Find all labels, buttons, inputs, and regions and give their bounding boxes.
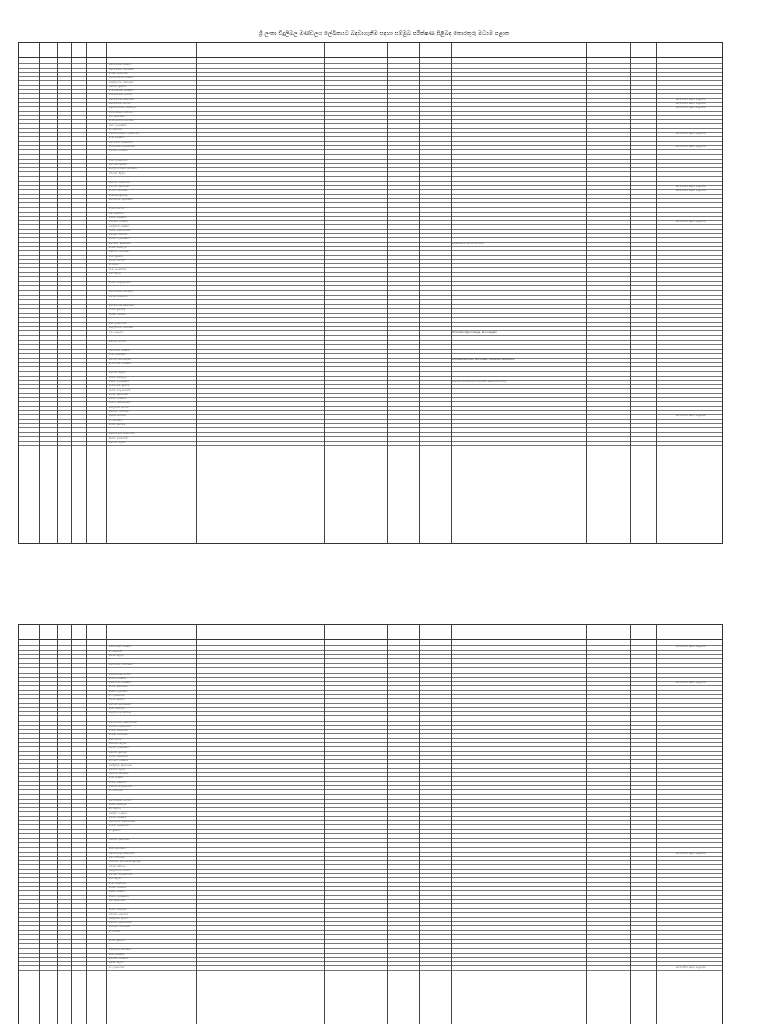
candidate-name: එච්.එම්.ආර්. කුමාරසිංහ [109,67,135,71]
candidate-name: එස්.එම්.ඩී. සමරසිංහ [109,948,132,952]
candidate-name: එම්. පෙරේරා [109,330,124,334]
candidate-name: ජී.එම්. ජයතිලක [109,802,127,806]
candidate-name: එච්.එම්. සමරකෝන් [109,357,131,361]
column-divider [419,43,420,543]
candidate-name: කේ. දිසානායක [109,898,126,902]
candidate-name: එච්.එම්.එම්. හේරත් [109,102,131,105]
candidate-name: ජේ.එම්. හේරත් [109,339,127,343]
table-page-2 [18,624,723,1024]
column-divider [106,625,107,1024]
candidate-name: ඩබ්ලිව්.ඩී. හේරත් [109,405,129,409]
candidate-name: එස්.එම්. ප්‍රියන්ත [109,84,127,88]
candidate-name: ඩබ්ලිව්.එම්. පතිරණ [109,711,132,715]
column-divider [324,43,325,543]
status-cell: සහභාගීවීම සඳහා කැඳවන්න [675,645,707,649]
candidate-name: ජේ.එම්. ප්‍රනාන්දු [109,750,127,754]
status-cell: සහභාගීවීම සඳහා කැඳවන්න [675,414,707,418]
candidate-name: බී.එම්.ඩී. සමරකෝන් ප්‍රනාන්දු [109,860,141,864]
candidate-name: ඩී.එම්. බණ්ඩාර [109,886,127,889]
remark-cell: St.Cambridge College, Kurunegala [452,330,497,334]
candidate-name: බී. ගුණවර්ධන [109,965,125,969]
candidate-name: ආර්.එම්.ඩී. සේනානායක [109,820,136,824]
status-cell: සහභාගීවීම සඳහා කැඳවන්න [675,106,707,110]
remark-cell: අපේක්ෂකයා පැමිණ නොමැත [452,241,485,245]
status-cell: සහභාගීවීම සඳහා කැඳවන්න [675,965,707,969]
candidate-name: ඒ.ඩී. ජයසිංහ [109,776,124,780]
candidate-name: ඒ. සමරසිංහ [109,418,123,422]
candidate-name: එම්.එම්. සිල්වා [109,171,126,175]
status-cell: සහභාගීවීම සඳහා කැඳවන්න [675,851,707,855]
candidate-name: කේ. සමරකෝන් [109,162,127,166]
candidate-name: ඒ. ගුණවර්ධන [109,694,125,697]
candidate-name: ඒ. පෙරේරා [109,649,122,653]
candidate-name: එච්.එම්. සේනානායක [109,921,133,925]
column-divider [57,625,58,1024]
candidate-name: ඩී.එස්. රත්නායක [109,733,128,737]
row-divider [19,445,722,446]
candidate-name: කේ.එම්.එස්. දිසානායක [109,97,135,101]
candidate-name: එච්.එම්. කුමාර [109,767,126,771]
column-divider [451,43,452,543]
candidate-name: ඒ.බී. විජේරත්න [109,267,127,271]
candidate-name: ජී.එම්.එස්. කරුණාරත්න [109,145,136,148]
candidate-name: එම්.ඩී. පතිරණ [109,864,126,868]
candidate-name: ජී.ඩී. ජයතිලක [109,706,125,710]
candidate-name: ඒ.එම්. ගුණවර්ධන [109,824,130,828]
candidate-name: පී.එම්. ගුණසේකර [109,894,129,898]
candidate-name: ඩබ්ලිව්.එම්. රත්නායක [109,80,134,84]
candidate-name: ඒ.එම්. ප්‍රනාන්දු [109,308,126,312]
candidate-name: ඩබ්ලිව්.ඒ. ජයසිංහ [109,224,130,228]
column-divider [656,625,657,1024]
header-row-divider [19,57,722,58]
candidate-name: ඩී.එම්.එස්. විජේසිංහ [109,362,132,365]
candidate-name: පී.එම්. ජයතිලක [109,375,127,379]
candidate-name: එස්.එම්. කරුණාරත්න [109,785,133,788]
candidate-name: බී.එම්. කරුණාරත්න [109,388,131,392]
status-cell: සහභාගීවීම සඳහා කැඳවන්න [675,220,707,224]
candidate-name: ඒ.එම්.කේ. ප්‍රියන්ත [109,384,130,388]
candidate-name: ජේ.එම්.එන්.ඩී. ජයතිලක [109,106,136,110]
candidate-name: එස්.එම්.ඩී. විජේසිංහ [109,681,132,685]
candidate-name: එස්.ඩී. ගුණසේකර [109,379,130,383]
table-row [19,966,722,970]
status-cell: සහභාගීවීම සඳහා කැඳවන්න [675,132,707,136]
status-cell: සහභාගීවීම සඳහා කැඳවන්න [675,681,707,685]
candidate-name: කේ.ඒ. බණ්ඩාර [109,397,127,401]
status-cell: සහභාගීවීම සඳහා කැඳවන්න [675,145,707,148]
candidate-name: කේ.එම්. බණ්ඩාර [109,956,129,960]
candidate-name: ඩී.එම්. බණ්ඩාර [109,676,127,680]
candidate-name: එස්.එම්.ඩබ්ලිව්. ගුණවර්ධන [109,132,140,136]
candidate-name: ජී.ඒ. ප්‍රියන්ත [109,254,123,258]
status-cell: සහභාගීවීම සඳහා කැඳවන්න [675,102,707,105]
candidate-name: එස්. හේරත් [109,737,122,741]
candidate-name: ආර්.එම්.එස්. දිසානායක [109,304,135,307]
candidate-name: එච්.ඩී. සිල්වා [109,653,124,657]
candidate-name: ඩී. ප්‍රියන්ත [109,828,121,832]
candidate-name: ජී.එම්. සේනානායක [109,401,131,405]
column-divider [106,43,107,543]
candidate-name: කේ.ජී.ඩී. දිසානායක [109,241,131,245]
candidate-name: ඒ.ඩී. කුමාරසිංහ [109,353,127,357]
status-cell: සහභාගීවීම සඳහා කැඳවන්න [675,189,707,193]
candidate-name: ආර්.එම්. සිල්වා [109,371,126,375]
candidate-name: බී.එම්. විජේරත්න [109,754,129,758]
table-row [19,441,722,445]
candidate-name: ජී.එම්. ජයතිලක [109,908,127,912]
candidate-name: එස්. ගුණවර්ධන [109,321,127,325]
column-divider [630,625,631,1024]
candidate-name: බී.ආර්. කුමාරසිංහ [109,689,129,693]
column-divider [656,43,657,543]
column-divider [71,43,72,543]
candidate-name: එච්.එම්.ආර්. සමරසිංහ [109,290,134,294]
candidate-name: ඩබ්ලිව්.එම්. රත්නායක [109,326,134,330]
candidate-name: එස්.ඩී. විජේසිංහ [109,215,127,219]
candidate-name: කේ.එම්.ඩී. ජයසිංහ [109,349,130,353]
candidate-name: ඩී. පෙරේරා [109,127,122,131]
status-cell: සහභාගීවීම සඳහා කැඳවන්න [675,185,707,189]
candidate-name: බී.එස්. බණ්ඩාර [109,312,127,316]
candidate-name: ආර්.එම්.එස්. හේරත් [109,672,131,676]
candidate-name: ජේ. රත්නායක [109,855,125,859]
candidate-name: කේ.එම්.ආර්. හේරත් [109,798,132,802]
candidate-name: ජේ.එම්.ආර්. ජයසිංහ [109,645,132,649]
candidate-name: ඩී.එම්. රත්නායක [109,189,128,193]
candidate-name: ඒ.එම්. හේරත් [109,207,125,211]
candidate-name: එච්.එම්. රත්නායක [109,410,130,413]
candidate-name: කේ.එම්.ඩී. රත්නායක [109,663,133,667]
candidate-name: එච්.ඩී. විජේසිංහ [109,815,127,819]
candidate-name: ඩබ්ලිව්.එම්. හේරත් [109,868,131,872]
candidate-name: එච්.එම්. බණ්ඩාර [109,149,128,153]
candidate-name: ඒ. හේරත් [109,929,121,933]
candidate-name: එච්.එම්.කේ. සේනානායක [109,720,137,724]
remark-cell: WICKRAMASHILA NATIONAL COLLEGE GAMPOLA [452,357,515,361]
candidate-name: ඩබ්ලිව්.එම්.ආර්. සමරසිංහ [109,167,138,171]
candidate-name: කේ.එම්. කුමාර [109,440,126,444]
candidate-name: ආර්. සිල්වා [109,877,122,881]
candidate-name: එම්.ඩී. ප්‍රියන්ත [109,698,125,702]
column-divider [586,43,587,543]
column-divider [39,625,40,1024]
candidate-name: කේ.එම්.ඒ. විජේරත්න [109,140,133,144]
column-divider [419,625,420,1024]
candidate-name: එස්.එම්. දිසානායක [109,838,130,841]
candidate-name: කේ.ඩී. ජයවර්ධන [109,294,129,298]
column-divider [324,625,325,1024]
candidate-name: බී.එම්.ඩී.කේ. හේරත් [109,93,132,97]
candidate-name: ඩී.එම්. ප්‍රනාන්දු [109,422,125,426]
candidate-name: එච්.කේ. කරුණාරත්න [109,873,133,877]
candidate-name: කේ.එම්.ඩී. කුමාරසිංහ [109,198,133,201]
candidate-name: ඩී.එම්.ආර්.ඩී. සමරසිංහ [109,119,135,123]
candidate-name: පී.ඩී. විජේසිංහ [109,952,126,956]
header-row-divider [19,639,722,640]
candidate-name: එම්.එම්. පෙරේරා [109,912,128,916]
candidate-name: ආර්.කේ. රත්නායක [109,925,130,929]
candidate-name: ඩී.එම්. කරුණාරත්න [109,281,131,285]
candidate-name: ආර්. ගුණසේකර [109,123,127,127]
candidate-name: ඒ.ජී. විජේසිංහ [109,136,126,140]
candidate-name: එන්. සිල්වා [109,271,122,275]
candidate-name: කේ.එම්. සමරකෝන් [109,702,132,706]
remark-cell: ජාත්‍යන්තර සම්බන්ධතා අධ්‍යයන දෙපාර්තමේන්තුව [452,379,507,383]
candidate-name: පී.ඩී. කුමාරසිංහ [109,847,127,851]
candidate-name: කේ.ඩී. ගුණසේකර [109,746,130,750]
row-divider [19,970,722,971]
column-divider [39,43,40,543]
candidate-name: එස්.එම්.කේ. ජයවර්ධන [109,432,135,436]
candidate-name: ආර්.ඩී. පතිරණ [109,414,126,418]
candidate-name: ජේ.එම්.එස්. ජයසිංහ [109,63,132,67]
candidate-name: පී.එම්. දිසානායක [109,685,128,689]
column-divider [86,625,87,1024]
candidate-name: එස්.ඩී. ජයසිංහ [109,890,126,894]
candidate-name: ඒ.ඩී. විජේරත්න [109,881,127,885]
candidate-name: එච්.කේ. පතිරණ [109,233,128,237]
candidate-name: බී.ඩී. ගුණවර්ධන [109,158,128,162]
candidate-name: එම්.ආර්. බණ්ඩාර [109,220,129,224]
candidate-name: එස්.එම්. රත්නායක [109,250,130,254]
candidate-name: ඩී.එම්. ජයතිලක [109,246,127,249]
candidate-name: එච්.එම්. දිසානායක [109,185,130,189]
candidate-name: ඒ.ජී.එස්.එස්. විජේසිංහ [109,89,135,93]
column-divider [196,43,197,543]
candidate-name: පී.එම්. විජේරත්න [109,436,129,440]
candidate-name: පී. කුමාර [109,263,119,267]
candidate-name: කේ.එම්.එස්. ජයවර්ධන [109,851,135,855]
candidate-name: ආර්.එම්. ජයවර්ධන [109,180,131,184]
column-divider [86,43,87,543]
candidate-name: ඒ.එම්. ජයවර්ධන [109,729,129,733]
column-divider [71,625,72,1024]
column-divider [387,43,388,543]
candidate-name: ජේ. පෙරේරා [109,211,124,215]
candidate-name: පී.ජී.එස්. ප්‍රනාන්දු [109,193,128,197]
column-divider [586,625,587,1024]
candidate-name: ඩබ්ලිව්.ඩී. කුමාර [109,916,128,920]
candidate-name: ආර්.එම්.ඩී.පී. බණ්ඩාර [109,76,134,80]
column-divider [451,625,452,1024]
candidate-name: එම්. කුමාරසිංහ [109,114,126,118]
candidate-name: පී.එම්.සී.කේ. පතිරණ [109,110,133,114]
column-divider [57,43,58,543]
candidate-name: ජේ.ඩී. සිල්වා [109,961,124,965]
candidate-name: එම්.කේ. බණ්ඩාර [109,759,129,763]
page-title: ශ්‍රී ලංකා විදුලිබල මණ්ඩලය ලේඛිකයට බඳවාගැනීම සඳහා සම්මුඛ පරීක්ෂණ පිළිබඳ තොරතුරු මධ්‍යම පළාත [258,31,510,37]
candidate-name: එම්.ඩී. දිසානායක [109,392,128,396]
candidate-name: එම්.ඩී. හේරත් [109,258,125,262]
candidate-name: ඩී.එස්. ජයවර්ධන [109,71,129,75]
candidate-name: එම්. සිල්වා [109,807,121,811]
candidate-name: ඩී.එම්. ප්‍රියන්ත [109,939,125,942]
column-divider [196,625,197,1024]
candidate-name: බී.එම්. සේනානායක [109,228,131,232]
table-page-1 [18,42,723,544]
candidate-name: පී. රත්නායක [109,789,124,793]
candidate-name: පී.එම්.ඩී. සිල්වා [109,742,127,745]
candidate-name: ආර්.ඩී. කරුණාරත්න [109,724,132,728]
candidate-name: ආර්.ඩී. ගුණසේකර [109,237,130,241]
candidate-name: ආර්.එම්. සමරසිංහ [109,772,129,776]
candidate-name: ඩී.එම්. පෙරේරා [109,780,127,784]
candidate-name: ඩබ්ලිව්.ඩී. දිසානායක [109,763,132,767]
column-divider [387,625,388,1024]
column-divider [630,43,631,543]
candidate-name: ඩබ්ලිව්. බණ්ඩාර [109,811,128,815]
status-cell: සහභාගීවීම සඳහා කැඳවන්න [675,97,707,101]
